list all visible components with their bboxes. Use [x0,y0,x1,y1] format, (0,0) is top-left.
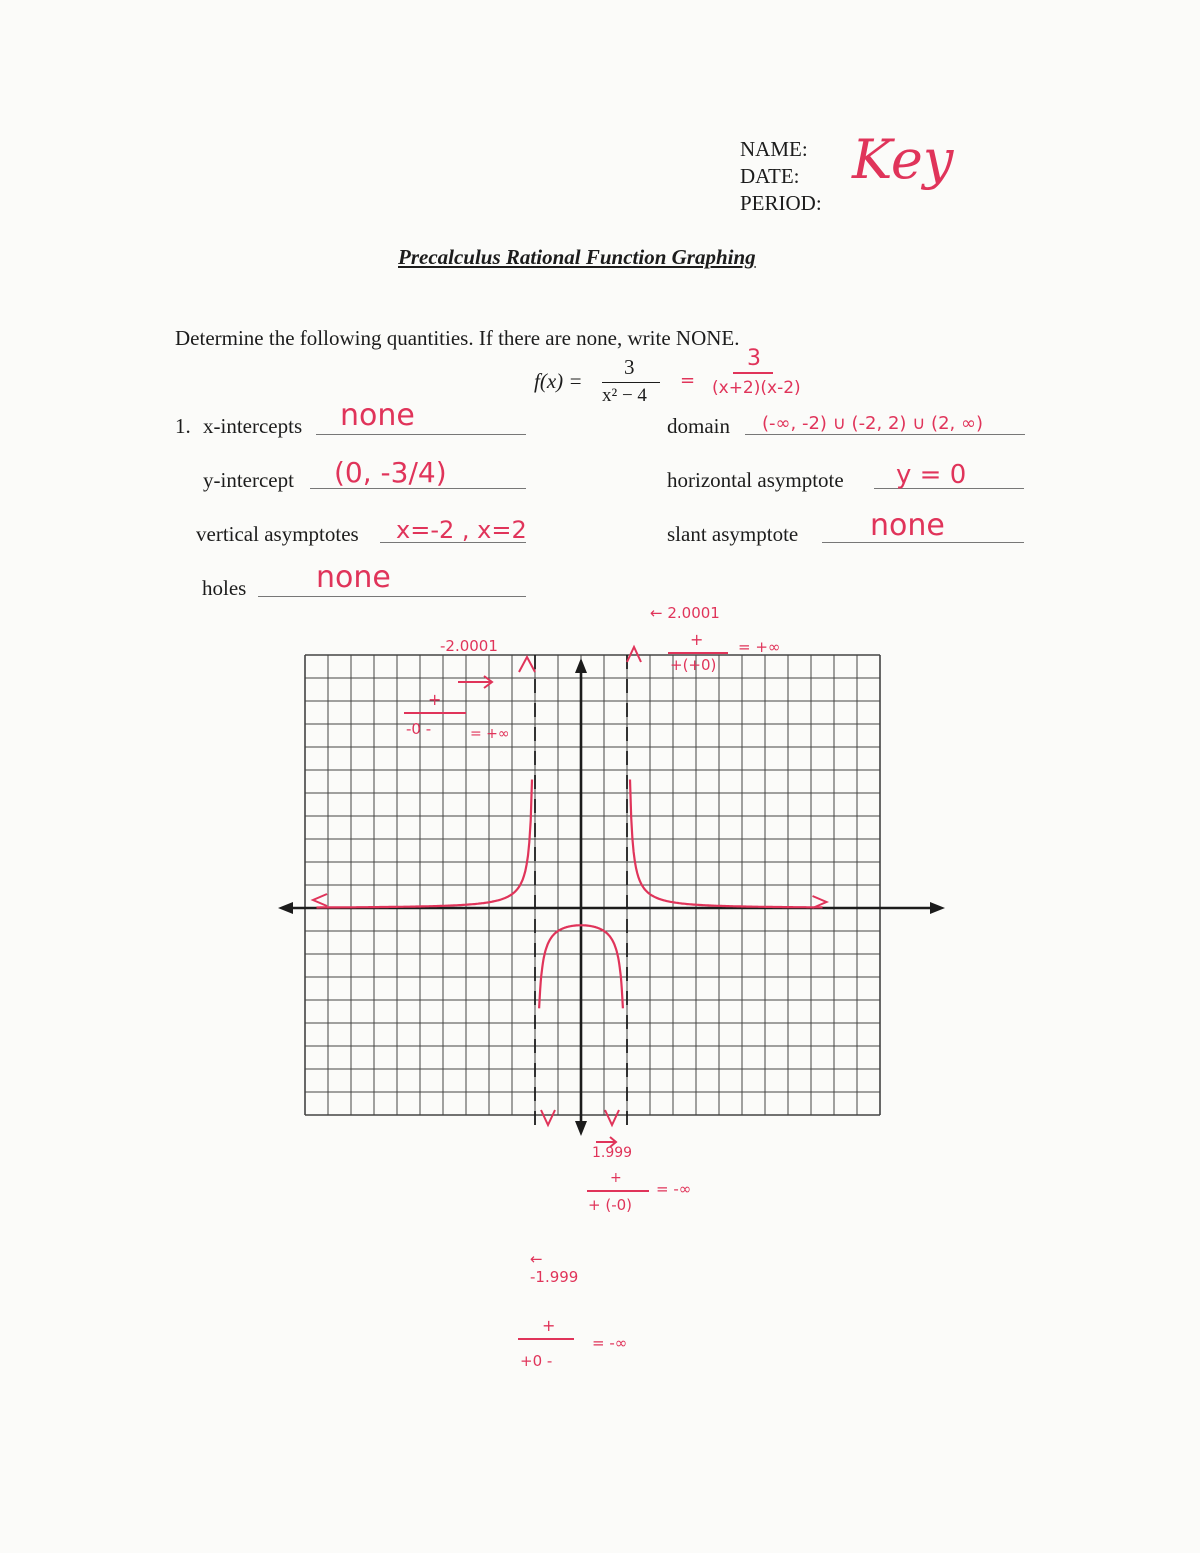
curves [313,647,827,1147]
right-annotation-denominator: +(+0) [670,656,717,674]
question-number: 1. [175,414,191,438]
right-annotation-numerator: + [690,630,704,649]
name-value: Key [852,128,954,191]
curve-arrow-down-right-icon [605,1110,619,1125]
function-denominator: x² − 4 [602,385,647,406]
bottom2-annotation-result: = -∞ [592,1334,628,1352]
bottom1-annotation-denominator: + (-0) [588,1196,632,1214]
bottom2-annotation-numerator: + [542,1316,556,1335]
sa-label: slant asymptote [667,522,799,546]
bottom2-annotation-value: -1.999 [530,1268,579,1286]
bottom1-annotation-value: 1.999 [592,1145,633,1161]
right-annotation-value: ← 2.0001 [650,604,720,622]
name-label: NAME: [740,137,808,161]
curve-arrow-up-left-icon [519,657,535,672]
yint-label: y-intercept [203,468,294,492]
left-annotation-numerator: + [428,690,442,709]
va-value: x=-2 , x=2 [396,516,527,544]
curve-arrow-down-left-icon [541,1110,555,1125]
xint-label: x-intercepts [203,414,303,438]
holes-label: holes [202,576,247,600]
xint-value: none [340,398,415,433]
y-axis-arrow-up-icon [575,658,587,673]
page-title: Precalculus Rational Function Graphing [398,245,756,269]
period-label: PERIOD: [740,191,822,215]
function-lhs: f(x) = [534,369,583,393]
bottom1-annotation-bar [587,1190,649,1192]
grid [305,655,880,1115]
axes [278,655,945,1136]
ha-value: y = 0 [896,460,967,490]
bottom2-arrow-icon: ← [530,1250,543,1268]
left-annotation-result: = +∞ [470,726,510,742]
left-annotation-value: -2.0001 [440,637,498,655]
factored-numerator: 3 [747,346,761,371]
curve-branch-right [630,780,823,908]
right-annotation-bar [668,652,728,654]
left-annotation-bar [404,712,466,714]
bottom2-annotation-denominator: +0 - [520,1352,553,1370]
x-axis-arrow-right-icon [930,902,945,914]
sa-value: none [870,508,945,543]
left-annotation-denominator: -0 - [406,720,432,738]
right-annotation-result: = +∞ [738,638,781,656]
yint-value: (0, -3/4) [334,456,447,489]
date-label: DATE: [740,164,800,188]
domain-value: (-∞, -2) ∪ (-2, 2) ∪ (2, ∞) [762,413,983,434]
curve-branch-left [317,780,533,908]
factored-equals: = [680,370,696,391]
instructions: Determine the following quantities. If there are none, write NONE. [175,326,740,350]
bottom1-annotation-numerator: + [610,1170,622,1186]
ha-label: horizontal asymptote [667,468,844,492]
x-axis-arrow-left-icon [278,902,293,914]
holes-value: none [316,560,391,595]
va-label: vertical asymptotes [196,522,359,546]
function-numerator: 3 [624,355,635,379]
curve-arrow-left-icon [313,894,327,906]
bottom2-annotation-bar [518,1338,574,1340]
factored-denominator: (x+2)(x-2) [712,378,801,398]
bottom1-annotation-result: = -∞ [656,1180,692,1198]
y-axis-arrow-down-icon [575,1121,587,1136]
domain-label: domain [667,414,730,438]
